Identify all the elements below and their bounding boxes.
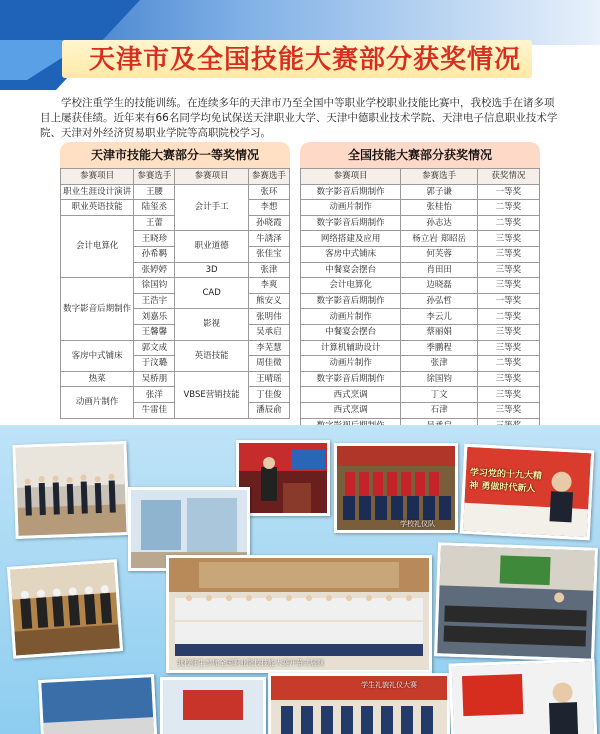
player-cell: 张津 <box>248 262 289 278</box>
player-cell: 孙晓霞 <box>248 215 289 231</box>
player-cell: 肖田田 <box>401 262 477 278</box>
award-cell: 三等奖 <box>477 387 539 403</box>
project-cell: VBSE营销技能 <box>175 371 248 418</box>
photo-caption: 学校礼仪队 <box>400 520 435 528</box>
project-cell: 西式烹调 <box>301 387 401 403</box>
player-cell: 于汶璐 <box>134 356 175 372</box>
left-award-table <box>60 142 290 419</box>
project-cell: 数字影音后期制作 <box>301 371 401 387</box>
table-row <box>301 387 540 403</box>
project-cell: 网络搭建及应用 <box>301 231 401 247</box>
award-cell: 二等奖 <box>477 215 539 231</box>
player-cell: 吴承启 <box>248 324 289 340</box>
player-cell: 季鹏程 <box>401 340 477 356</box>
project-cell: 中餐宴会摆台 <box>301 324 401 340</box>
player-cell: 王晴瑶 <box>248 371 289 387</box>
photo-speaker <box>236 440 330 516</box>
project-cell: 动画片制作 <box>61 387 134 418</box>
col-header: 参赛项目 <box>301 169 401 185</box>
player-cell: 郭子谦 <box>401 184 477 200</box>
table-row <box>301 262 540 278</box>
table-row <box>301 340 540 356</box>
player-cell: 陆玺丞 <box>134 200 175 216</box>
project-cell: 计算机辅助设计 <box>301 340 401 356</box>
project-cell: 职业道德 <box>175 231 248 262</box>
award-cell: 三等奖 <box>477 278 539 294</box>
project-cell: 数字影音后期制作 <box>301 215 401 231</box>
player-cell: 孙志达 <box>401 215 477 231</box>
player-cell: 徐国钧 <box>401 371 477 387</box>
col-header: 参赛项目 <box>61 169 134 185</box>
project-cell: 影视 <box>175 309 248 340</box>
award-cell: 一等奖 <box>477 184 539 200</box>
award-cell: 二等奖 <box>477 356 539 372</box>
table-row <box>301 402 540 418</box>
project-cell: 热菜 <box>61 371 134 387</box>
left-table-header-row <box>61 169 290 185</box>
player-cell: 张洋 <box>134 387 175 403</box>
table-row <box>61 184 290 200</box>
player-cell: 吴桥朋 <box>134 371 175 387</box>
player-cell: 张环 <box>248 184 289 200</box>
player-cell: 丁佳俊 <box>248 387 289 403</box>
project-cell: 英语技能 <box>175 340 248 371</box>
project-cell: 客房中式铺床 <box>61 340 134 371</box>
player-cell: 张佳宝 <box>248 246 289 262</box>
player-cell: 张明伟 <box>248 309 289 325</box>
project-cell: 数字影音后期制作 <box>61 278 134 340</box>
player-cell: 张桂怡 <box>401 200 477 216</box>
award-cell: 二等奖 <box>477 200 539 216</box>
project-cell: 动画片制作 <box>301 356 401 372</box>
table-row <box>61 340 290 356</box>
table-row <box>301 231 540 247</box>
project-cell: 动画片制作 <box>301 309 401 325</box>
player-cell: 王浩宇 <box>134 293 175 309</box>
right-table-header-row <box>301 169 540 185</box>
player-cell: 孙弘哲 <box>401 293 477 309</box>
photo-study-banner <box>460 444 595 541</box>
page-title: 天津市及全国技能大赛部分获奖情况 <box>88 45 521 75</box>
intro-paragraph: 学校注重学生的技能训练。在连续多年的天津市乃至全国中等职业学校职业技能比赛中，我校选手在诸多项目上屡获佳绩。近年来有66名同学均免试保送天津职业大学、天津中德职业技术学院、天津电子信息职业技术学院、天津对外经济贸易职业学院等高职院校学习。 <box>40 97 558 139</box>
photo-caption: 学习党的十九大精神 勇做时代新人 <box>468 467 543 495</box>
table-row <box>61 371 290 387</box>
project-cell: 职业英语技能 <box>61 200 134 216</box>
player-cell: 郭文成 <box>134 340 175 356</box>
player-cell: 李想 <box>248 200 289 216</box>
project-cell: 客房中式铺床 <box>301 246 401 262</box>
player-cell: 潘辰俞 <box>248 402 289 418</box>
player-cell: 王晓珍 <box>134 231 175 247</box>
player-cell: 熊安义 <box>248 293 289 309</box>
project-cell: 中餐宴会摆台 <box>301 262 401 278</box>
player-cell: 张婷婷 <box>134 262 175 278</box>
photo-etiquette-contest <box>268 673 450 734</box>
table-row <box>301 356 540 372</box>
table-row <box>301 309 540 325</box>
player-cell: 李芜慧 <box>248 340 289 356</box>
left-table-title: 天津市技能大赛部分一等奖情况 <box>60 142 290 168</box>
photo-caption: 学生礼貌礼仪大赛 <box>361 681 417 689</box>
player-cell: 牛雷佳 <box>134 402 175 418</box>
photo-caption: 我校师生参加全国职业院校技能大赛开幕式展演 <box>177 659 324 667</box>
project-cell: 数字影音后期制作 <box>301 293 401 309</box>
table-row <box>301 246 540 262</box>
table-row <box>301 371 540 387</box>
table-row <box>301 184 540 200</box>
table-row <box>301 215 540 231</box>
project-cell: 西式烹调 <box>301 402 401 418</box>
project-cell: 3D <box>175 262 248 278</box>
table-row <box>301 278 540 294</box>
player-cell: 石津 <box>401 402 477 418</box>
award-cell: 一等奖 <box>477 293 539 309</box>
award-cell: 三等奖 <box>477 231 539 247</box>
photo-etiquette-group <box>334 443 458 533</box>
photo-lecture <box>434 542 598 662</box>
table-row <box>301 293 540 309</box>
player-cell: 徐国钧 <box>134 278 175 294</box>
player-cell: 李爽 <box>248 278 289 294</box>
award-cell: 三等奖 <box>477 324 539 340</box>
table-row <box>301 200 540 216</box>
photo-collage <box>0 425 600 734</box>
col-header: 参赛选手 <box>134 169 175 185</box>
project-cell: 会计电算化 <box>61 215 134 277</box>
photo-party-flag <box>449 658 598 734</box>
col-header: 参赛项目 <box>175 169 248 185</box>
player-cell: 王腰 <box>134 184 175 200</box>
award-cell: 二等奖 <box>477 309 539 325</box>
player-cell: 周佳微 <box>248 356 289 372</box>
project-cell: 数字影音后期制作 <box>301 184 401 200</box>
player-cell: 李云儿 <box>401 309 477 325</box>
photo-etiquette-team <box>12 441 129 539</box>
photo-banquet <box>7 559 123 658</box>
award-cell: 三等奖 <box>477 246 539 262</box>
player-cell: 杨立岩 郑昭岳 <box>401 231 477 247</box>
award-cell: 三等奖 <box>477 402 539 418</box>
table-row <box>301 324 540 340</box>
player-cell: 张津 <box>401 356 477 372</box>
award-cell: 三等奖 <box>477 371 539 387</box>
player-cell: 牛誘泽 <box>248 231 289 247</box>
award-cell: 三等奖 <box>477 340 539 356</box>
col-header: 获奖情况 <box>477 169 539 185</box>
photo-training <box>38 674 158 734</box>
player-cell: 蔡丽娟 <box>401 324 477 340</box>
player-cell: 何芙蓉 <box>401 246 477 262</box>
player-cell: 刘嘉乐 <box>134 309 175 325</box>
award-cell: 三等奖 <box>477 262 539 278</box>
project-cell: CAD <box>175 278 248 309</box>
col-header: 参赛选手 <box>248 169 289 185</box>
photo-ceremony-flags <box>160 677 266 734</box>
right-table-title: 全国技能大赛部分获奖情况 <box>300 142 540 168</box>
project-cell: 会计电算化 <box>301 278 401 294</box>
player-cell: 边晓磊 <box>401 278 477 294</box>
table-row <box>61 278 290 294</box>
project-cell: 动画片制作 <box>301 200 401 216</box>
project-cell: 职业生涯设计演讲 <box>61 184 134 200</box>
col-header: 参赛选手 <box>401 169 477 185</box>
player-cell: 王蕾 <box>134 215 175 231</box>
right-award-table <box>300 142 540 434</box>
player-cell: 丁文 <box>401 387 477 403</box>
project-cell: 会计手工 <box>175 184 248 231</box>
player-cell: 孙希羁 <box>134 246 175 262</box>
player-cell: 王馨馨 <box>134 324 175 340</box>
photo-opening-ceremony <box>166 555 432 673</box>
